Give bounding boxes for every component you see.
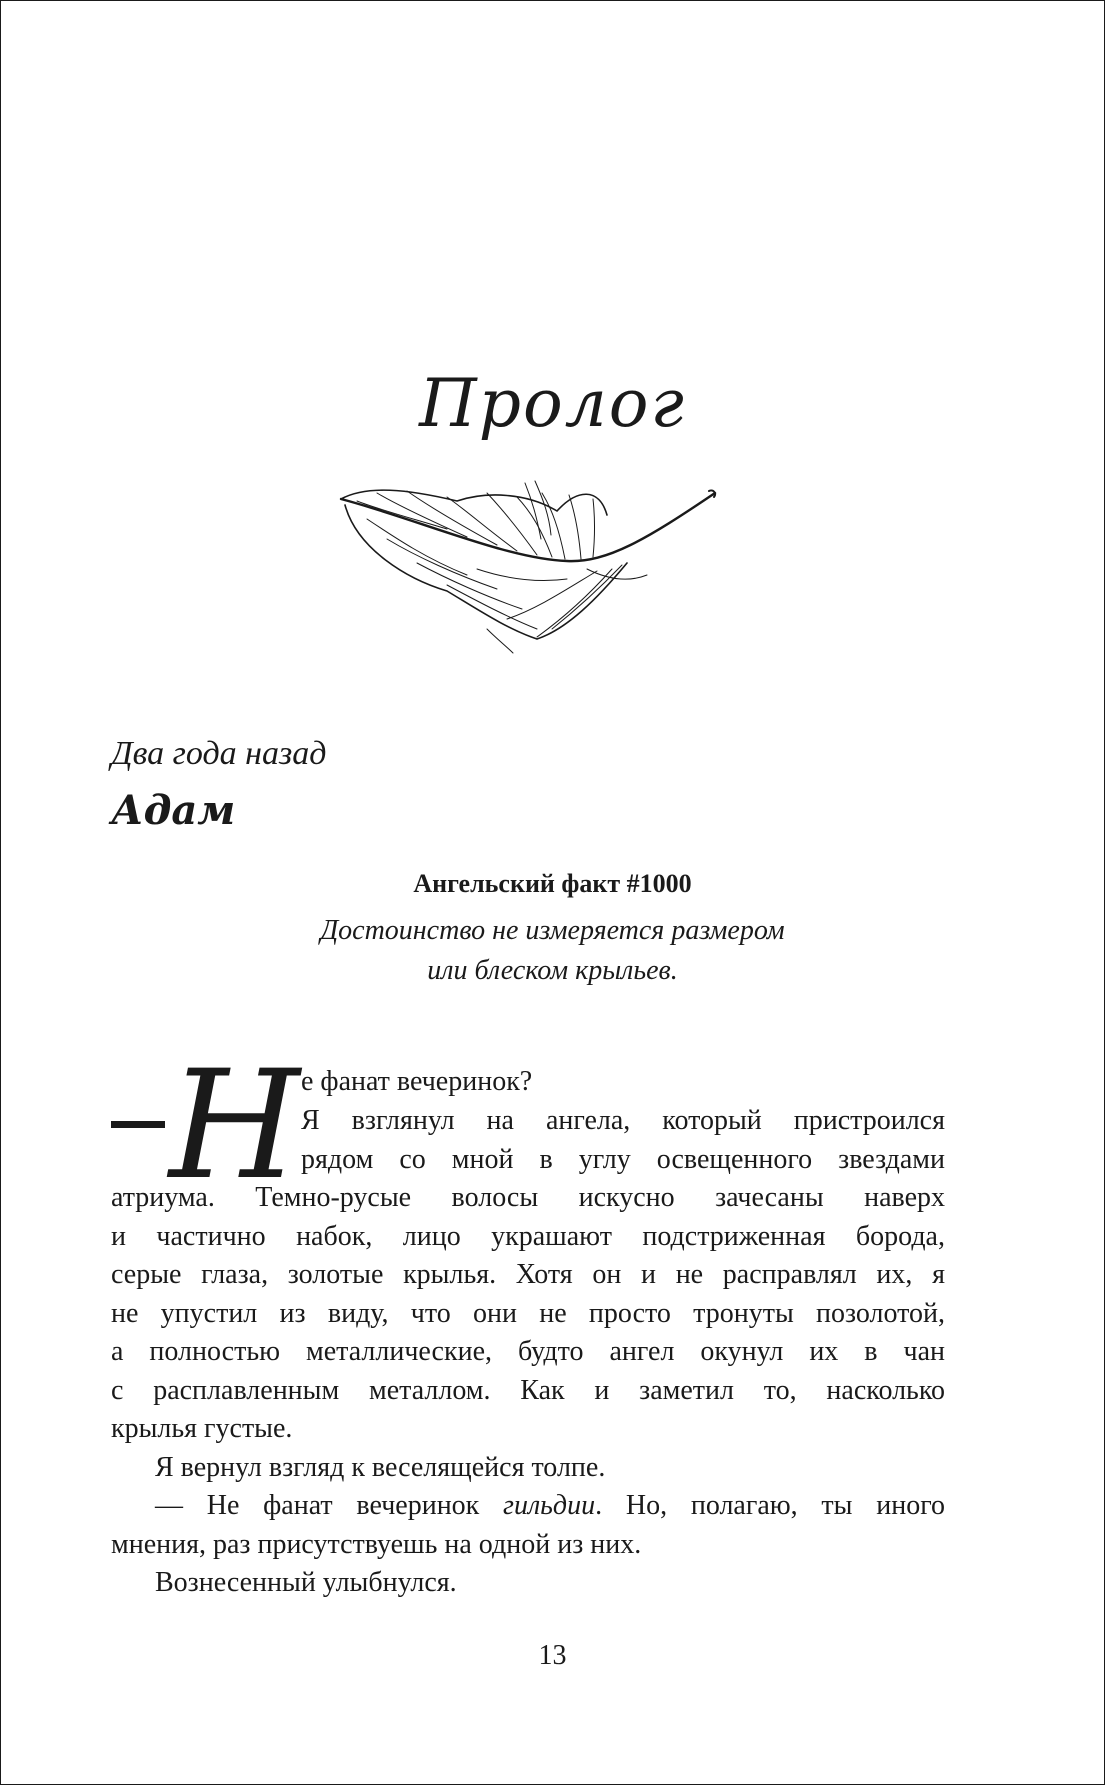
text-line: не упустил из виду, что они не просто тронуты позолотой, (111, 1297, 945, 1329)
paragraph: Вознесенный улыбнулся. (155, 1567, 457, 1598)
page-number: 13 (538, 1640, 567, 1671)
fact-quote-line: Достоинство не измеряется размером (320, 915, 785, 946)
fact-heading: Ангельский факт #1000 (413, 869, 692, 898)
text-line: рядом со мной в углу освещенного звездами (301, 1144, 945, 1175)
drop-cap: Н (169, 1039, 300, 1213)
fact-quote (1, 911, 1104, 991)
text-line: крылья густые. (111, 1413, 293, 1444)
text-line: с расплавленным металлом. Как и заметил то, насколько (111, 1374, 945, 1406)
dialogue-dash (111, 1121, 165, 1128)
text-line: серые глаза, золотые крылья. Хотя он и не расправлял их, я (111, 1259, 945, 1290)
text-line: и частично набок, лицо украшают подстриженная борода, (111, 1220, 945, 1252)
paragraph: — Не фанат вечеринок гильдии. Но, полагаю, ты иного (155, 1490, 945, 1521)
emphasis: гильдии (503, 1490, 596, 1521)
feather-icon (337, 479, 717, 659)
text-line: е фанат вечеринок? (301, 1066, 533, 1097)
text-line: Я взглянул на ангела, который пристроился (301, 1105, 945, 1136)
chapter-title: Пролог (419, 365, 686, 442)
text-line: мнения, раз присутствуешь на одной из них. (111, 1528, 642, 1560)
pov-character-label: Адам (111, 787, 236, 834)
text-line: атриума. Темно-русые волосы искусно зачесаны наверх (111, 1182, 945, 1213)
paragraph: Я вернул взгляд к веселящейся толпе. (155, 1451, 606, 1483)
text-line: а полностью металлические, будто ангел окунул их в чан (111, 1336, 945, 1367)
fact-quote-line: или блеском крыльев. (427, 955, 678, 986)
body-text (111, 1179, 945, 1603)
time-label: Два года назад (111, 735, 327, 772)
